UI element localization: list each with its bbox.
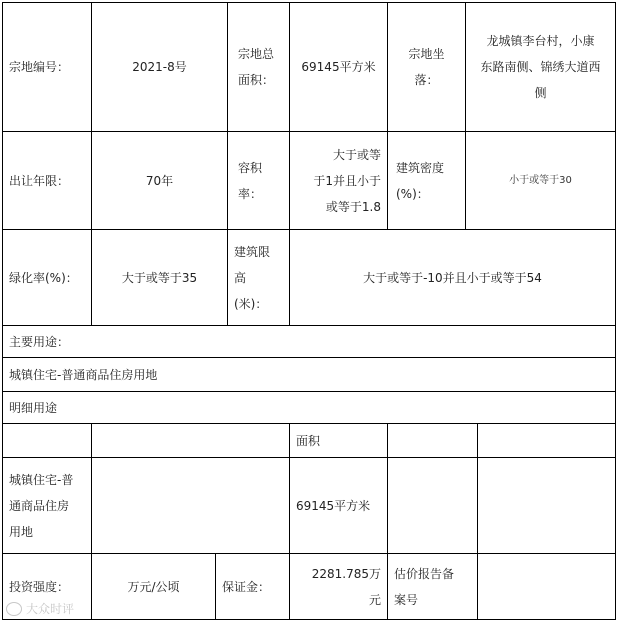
detail-use-name: 城镇住宅-普 通商品住房 用地 <box>2 458 92 554</box>
term-value: 70年 <box>92 132 228 230</box>
parcel-no-value: 2021-8号 <box>92 2 228 132</box>
report-label: 估价报告备 案号 <box>388 554 478 620</box>
detail-header-blank-1 <box>2 424 92 458</box>
detail-row-blank-1 <box>92 458 290 554</box>
density-label: 建筑密度 (%)： <box>388 132 466 230</box>
location-value: 龙城镇李台村，小康 东路南侧、锦绣大道西 侧 <box>466 2 616 132</box>
area-label: 宗地总 面积： <box>228 2 290 132</box>
area-value: 69145平方米 <box>290 2 388 132</box>
density-value: 小于或等于30 <box>466 132 616 230</box>
parcel-no-label: 宗地编号： <box>2 2 92 132</box>
main-use-label: 主要用途： <box>2 326 616 358</box>
detail-header-blank-4 <box>478 424 616 458</box>
watermark-text: 大众时评 <box>26 602 75 616</box>
far-value: 大于或等 于1并且小于 或等于1.8 <box>290 132 388 230</box>
detail-header-area: 面积 <box>290 424 388 458</box>
invest-value: 万元/公顷 <box>92 554 216 620</box>
main-use-value: 城镇住宅-普通商品住房用地 <box>2 358 616 392</box>
detail-header-blank-2 <box>92 424 290 458</box>
green-value: 大于或等于35 <box>92 230 228 326</box>
location-label: 宗地坐 落： <box>388 2 466 132</box>
height-label: 建筑限 高 (米)： <box>228 230 290 326</box>
height-value: 大于或等于-10并且小于或等于54 <box>290 230 616 326</box>
deposit-value: 2281.785万 元 <box>290 554 388 620</box>
green-label: 绿化率(%)： <box>2 230 92 326</box>
detail-row-blank-2 <box>388 458 478 554</box>
term-label: 出让年限： <box>2 132 92 230</box>
far-label: 容积 率： <box>228 132 290 230</box>
detail-area-value: 69145平方米 <box>290 458 388 554</box>
detail-row-blank-3 <box>478 458 616 554</box>
detail-use-label: 明细用途 <box>2 392 616 424</box>
invest-label: 投资强度： <box>2 554 92 620</box>
deposit-label: 保证金： <box>216 554 290 620</box>
report-value-blank <box>478 554 616 620</box>
detail-header-blank-3 <box>388 424 478 458</box>
